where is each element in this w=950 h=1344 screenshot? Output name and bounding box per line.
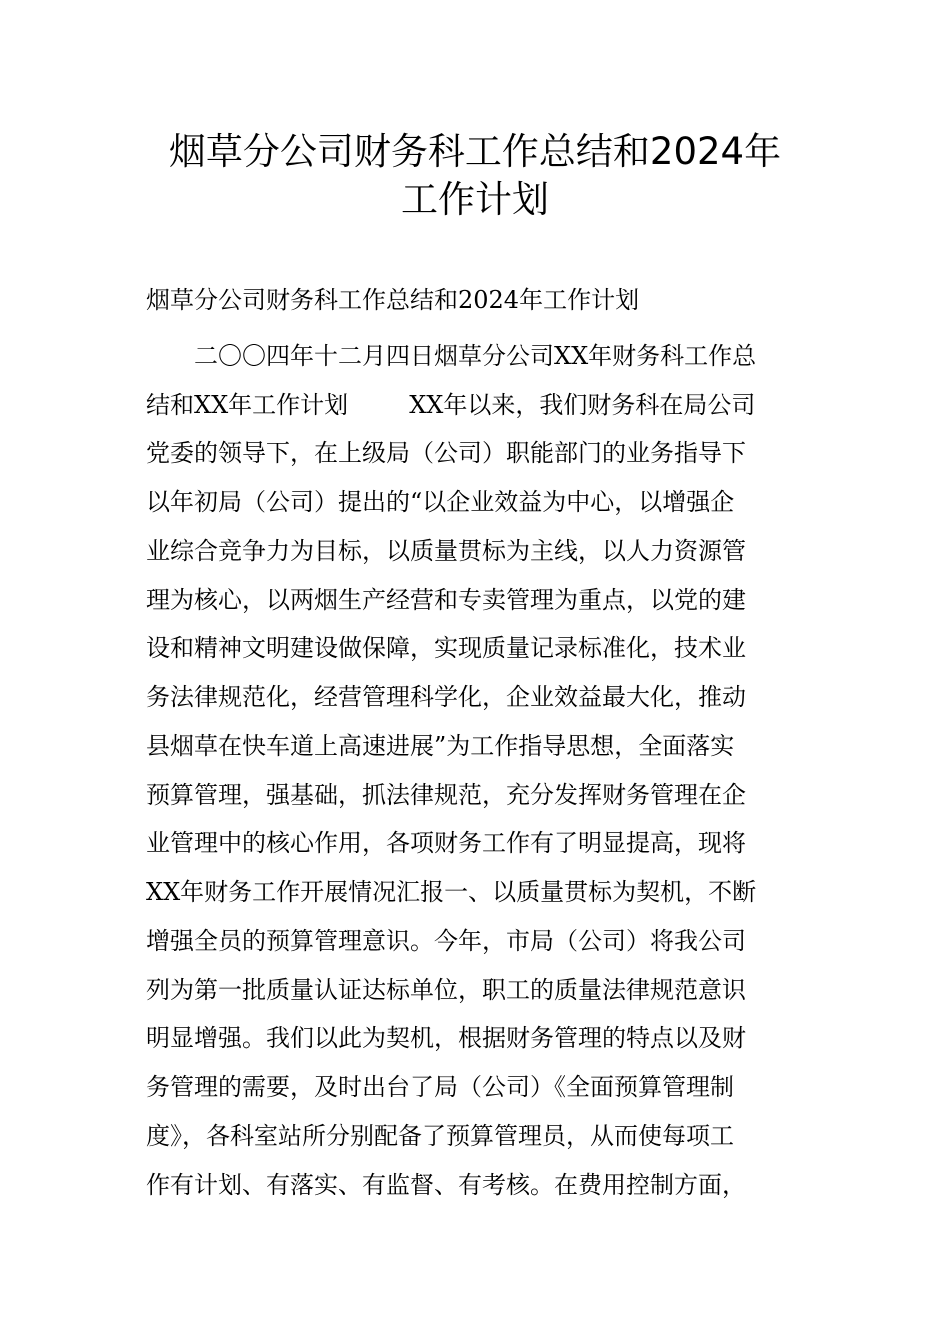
body-text-line: 增强全员的预算管理意识。今年，市局（公司）将我公司 — [146, 927, 746, 955]
body-text-line: 作有计划、有落实、有监督、有考核。在费用控制方面， — [146, 1171, 746, 1199]
body-text-line: 预算管理，强基础，抓法律规范，充分发挥财务管理在企 — [146, 781, 746, 809]
document-subtitle: 烟草分公司财务科工作总结和2024年工作计划 — [146, 286, 640, 314]
body-text-line: 列为第一批质量认证达标单位，职工的质量法律规范意识 — [146, 976, 746, 1004]
body-text-line: 党委的领导下，在上级局（公司）职能部门的业务指导下 — [146, 439, 746, 467]
body-text-line: 二〇〇四年十二月四日烟草分公司XX年财务科工作总 — [194, 342, 757, 370]
body-text-line: 县烟草在快车道上高速进展”为工作指导思想，全面落实 — [146, 732, 735, 760]
body-text-line: 明显增强。我们以此为契机，根据财务管理的特点以及财 — [146, 1024, 746, 1052]
body-text-line: 结和XX年工作计划 XX年以来，我们财务科在局公司 — [146, 391, 756, 419]
body-text-line: 度》，各科室站所分别配备了预算管理员，从而使每项工 — [146, 1122, 734, 1150]
body-text-line: 务管理的需要，及时出台了局（公司）《全面预算管理制 — [146, 1073, 734, 1101]
body-text-line: 务法律规范化，经营管理科学化，企业效益最大化，推动 — [146, 683, 746, 711]
body-text-line: 业综合竞争力为目标，以质量贯标为主线，以人力资源管 — [146, 537, 746, 565]
document-title-line-2: 工作计划 — [401, 178, 549, 221]
body-text-line: 设和精神文明建设做保障，实现质量记录标准化，技术业 — [146, 634, 746, 662]
body-text-line: XX年财务工作开展情况汇报一、以质量贯标为契机，不断 — [146, 878, 757, 906]
body-text-line: 以年初局（公司）提出的“以企业效益为中心，以增强企 — [146, 488, 735, 516]
document-title-line-1: 烟草分公司财务科工作总结和2024年 — [168, 130, 782, 173]
body-text-line: 理为核心，以两烟生产经营和专卖管理为重点，以党的建 — [146, 586, 746, 614]
body-text-line: 业管理中的核心作用，各项财务工作有了明显提高，现将 — [146, 829, 746, 857]
